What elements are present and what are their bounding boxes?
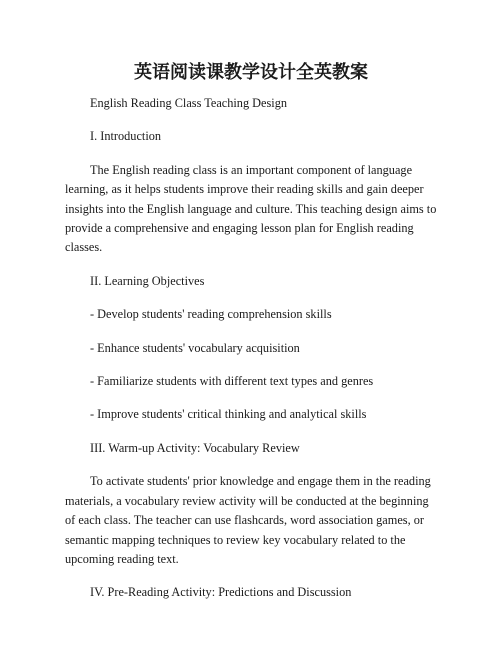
document-title: 英语阅读课教学设计全英教案 — [134, 62, 368, 83]
section-heading-prereading: IV. Pre-Reading Activity: Predictions and Discussion — [90, 585, 352, 600]
section-heading-warmup: III. Warm-up Activity: Vocabulary Review — [90, 440, 300, 455]
objective-item: - Enhance students' vocabulary acquisition — [90, 340, 300, 355]
paragraph-warmup: To activate students' prior knowledge and engage them in the reading materials, a vocabulary review activity will be conducted at the beginning of each class. The teacher can use flashcards, word association games, or semantic mapping techniques to review key vocabulary related to the upcoming reading text. — [65, 474, 431, 566]
section-heading-objectives: II. Learning Objectives — [90, 273, 205, 288]
document-body — [65, 94, 439, 617]
section-heading-introduction: I. Introduction — [90, 129, 162, 144]
paragraph-introduction: The English reading class is an important component of language learning, as it helps students improve their reading skills and gain deeper insights into the English language and culture. This teaching design aims to provide a comprehensive and engaging lesson plan for English reading classes. — [65, 162, 437, 255]
objective-item: - Familiarize students with different text types and genres — [90, 374, 374, 389]
objective-item: - Develop students' reading comprehension skills — [90, 307, 332, 322]
subtitle: English Reading Class Teaching Design — [90, 96, 288, 110]
objective-item: - Improve students' critical thinking and analytical skills — [90, 407, 367, 422]
